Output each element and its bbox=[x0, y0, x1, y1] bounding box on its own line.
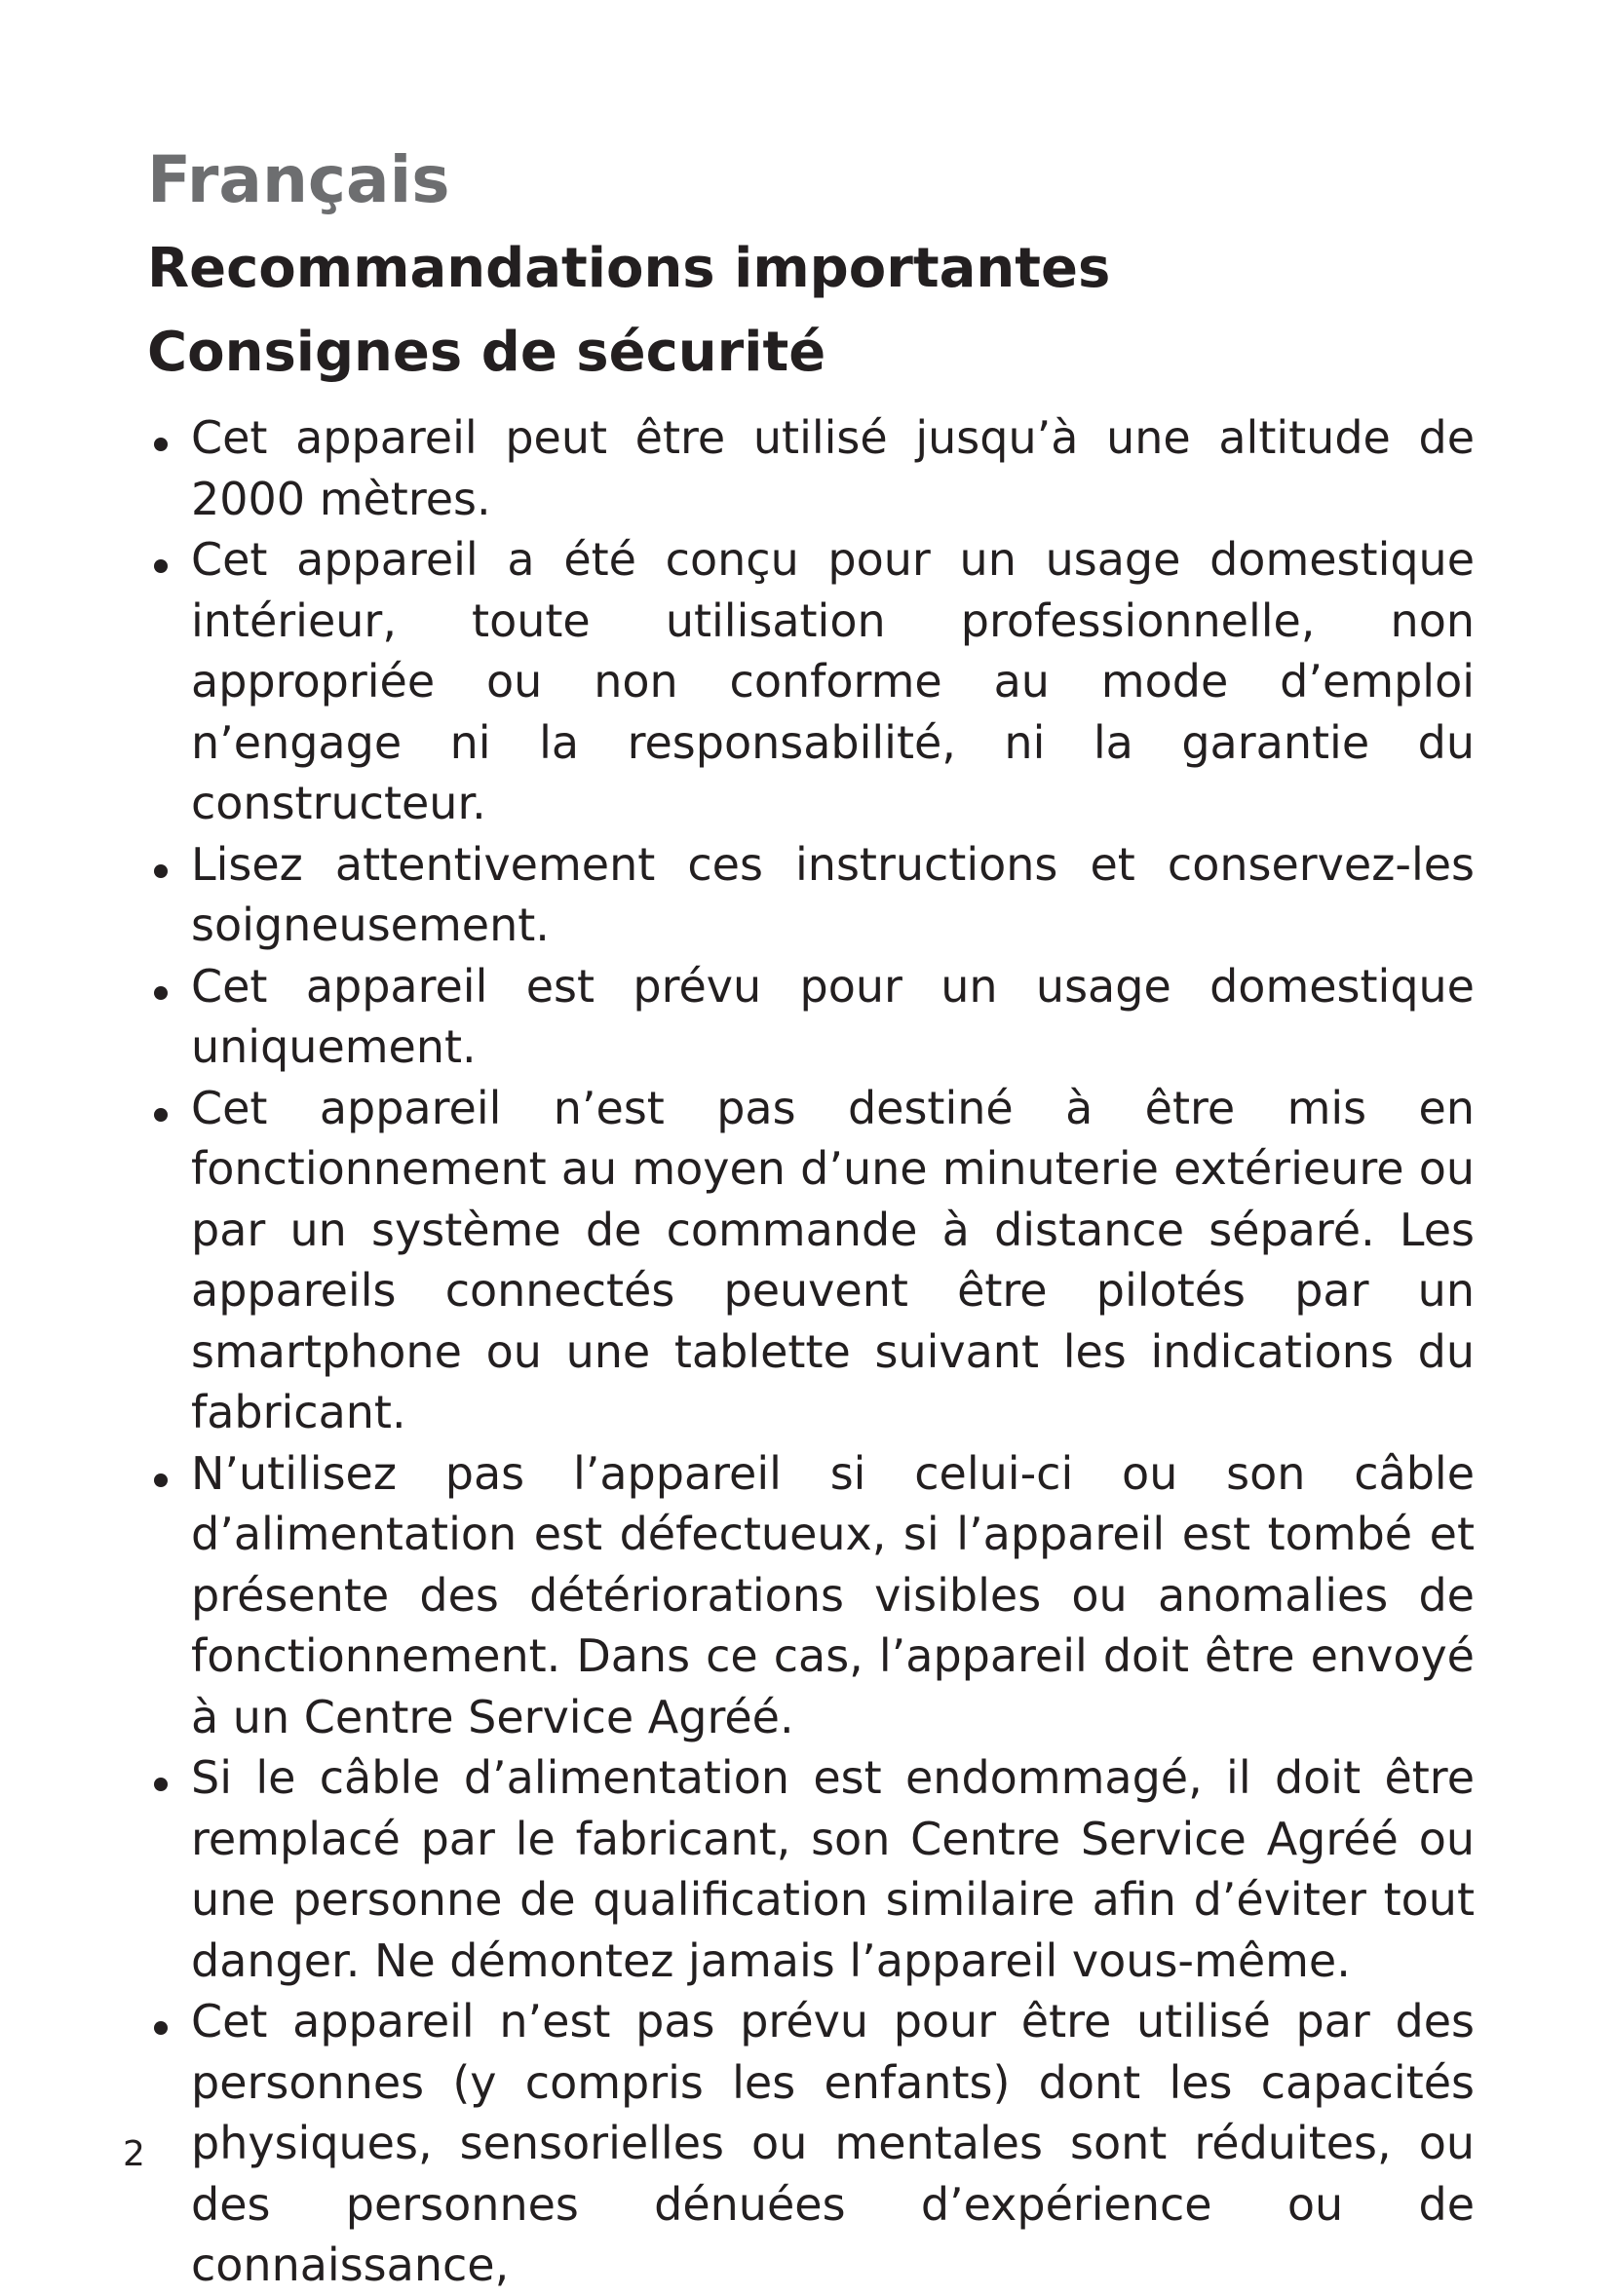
safety-instructions-list bbox=[147, 407, 1475, 2296]
page-number: 2 bbox=[123, 2134, 145, 2174]
safety-instruction-item: N’utilisez pas l’appareil si celui-ci ou son câble d’alimentation est défectueux, si l’appareil est tombé et présente des détériorations visibles ou anomalies de fonctionnement. Dans ce cas, l’appareil doit être envoyé à un Centre Service Agréé. bbox=[147, 1443, 1475, 1748]
safety-instruction-item: Cet appareil n’est pas destiné à être mis en fonctionnement au moyen d’une minuterie extérieure ou par un système de commande à distance séparé. Les appareils connectés peuvent être pilotés par un smartphone ou une tablette suivant les indications du fabricant. bbox=[147, 1078, 1475, 1443]
section-title: Recommandations importantes bbox=[147, 237, 1111, 300]
safety-instruction-item: Cet appareil peut être utilisé jusqu’à une altitude de 2000 mètres. bbox=[147, 407, 1475, 529]
subsection-title: Consignes de sécurité bbox=[147, 321, 826, 384]
safety-instruction-item: Cet appareil a été conçu pour un usage domestique intérieur, toute utilisation professionnelle, non appropriée ou non conforme au mode d’emploi n’engage ni la responsabilité, ni la garantie du constructeur. bbox=[147, 529, 1475, 834]
safety-instruction-item: Cet appareil n’est pas prévu pour être utilisé par des personnes (y compris les enfants) dont les capacités physiques, sensorielles ou mentales sont réduites, ou des personnes dénuées d’expérience ou de connaissance, bbox=[147, 1991, 1475, 2296]
safety-instruction-item: Si le câble d’alimentation est endommagé, il doit être remplacé par le fabricant, son Centre Service Agréé ou une personne de qualification similaire afin d’éviter tout danger. Ne démontez jamais l’appareil vous-même. bbox=[147, 1747, 1475, 1991]
language-heading: Français bbox=[147, 142, 450, 217]
safety-instruction-item: Lisez attentivement ces instructions et conservez-les soigneusement. bbox=[147, 834, 1475, 956]
safety-instruction-item: Cet appareil est prévu pour un usage domestique uniquement. bbox=[147, 956, 1475, 1078]
